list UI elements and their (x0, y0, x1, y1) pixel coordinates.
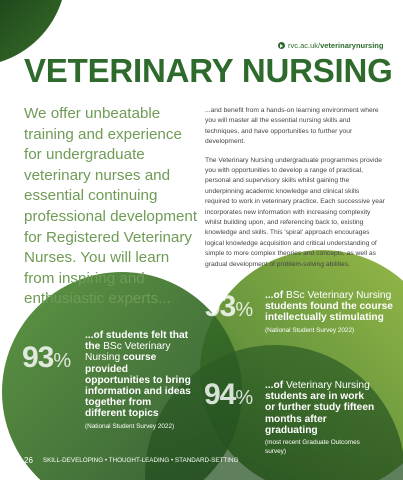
page-title: VETERINARY NURSING (24, 52, 393, 89)
body-text (205, 106, 385, 278)
stat-number-3: 94% (204, 378, 254, 411)
stat-source-2: (National Student Survey 2022) (85, 422, 175, 430)
play-icon (278, 42, 285, 49)
body-paragraph-1: ...and benefit from a hands-on learning environment where you will master all the essential nursing skills and techniques, and have opportunities to further your development. (205, 107, 379, 146)
stat-text-2: ...of students felt that the BSc Veterinary Nursing course provided opportunities to bring information and ideas together from different topics (85, 330, 191, 420)
page-footer (24, 456, 238, 465)
stat-number-2: 93% (22, 341, 72, 374)
stat-number-1: 93% (204, 290, 254, 323)
stat-block-2 (85, 330, 193, 431)
intro-text: We offer unbeatable training and experience for undergraduate veterinary nurses and essential continuing professional development for Registered Veterinary Nurses. You will learn from inspiring and enthusiastic experts... (24, 105, 198, 308)
stat-block-1 (265, 290, 393, 335)
website-link[interactable] (278, 41, 383, 50)
url-prefix: rvc.ac.uk/ (288, 41, 321, 50)
stat-source-1: (National Student Survey 2022) (265, 326, 355, 334)
stat-text-1: ...of BSc Veterinary Nursing students found the course intellectually stimulating (265, 290, 393, 324)
footer-tagline: SKILL-DEVELOPING • THOUGHT-LEADING • STANDARD-SETTING (42, 457, 239, 464)
stat-source-3: (most recent Graduate Outcomes survey) (265, 439, 360, 456)
body-paragraph-2: The Veterinary Nursing undergraduate programmes provide you with opportunities to develop a range of practical, personal and supervisory skills whilst gaining the underpinning academic knowledge and clinical skills required to work in veterinary practice. Each successive year incorporates new information with increasing complexity whilst building upon, and referencing back to, existing knowledge and skills. This 'spiral' approach encourages logical knowledge acquisition and critical understanding of simple to more complex theories and concepts, as well as gradual development of problem-solving abilities. (205, 156, 385, 268)
page-number: 26 (24, 456, 33, 465)
stat-block-3 (265, 380, 375, 456)
url-path: veterinarynursing (320, 41, 384, 50)
stat-text-3: ...of Veterinary Nursing students are in work or further study fifteen months after graduating (265, 380, 375, 436)
